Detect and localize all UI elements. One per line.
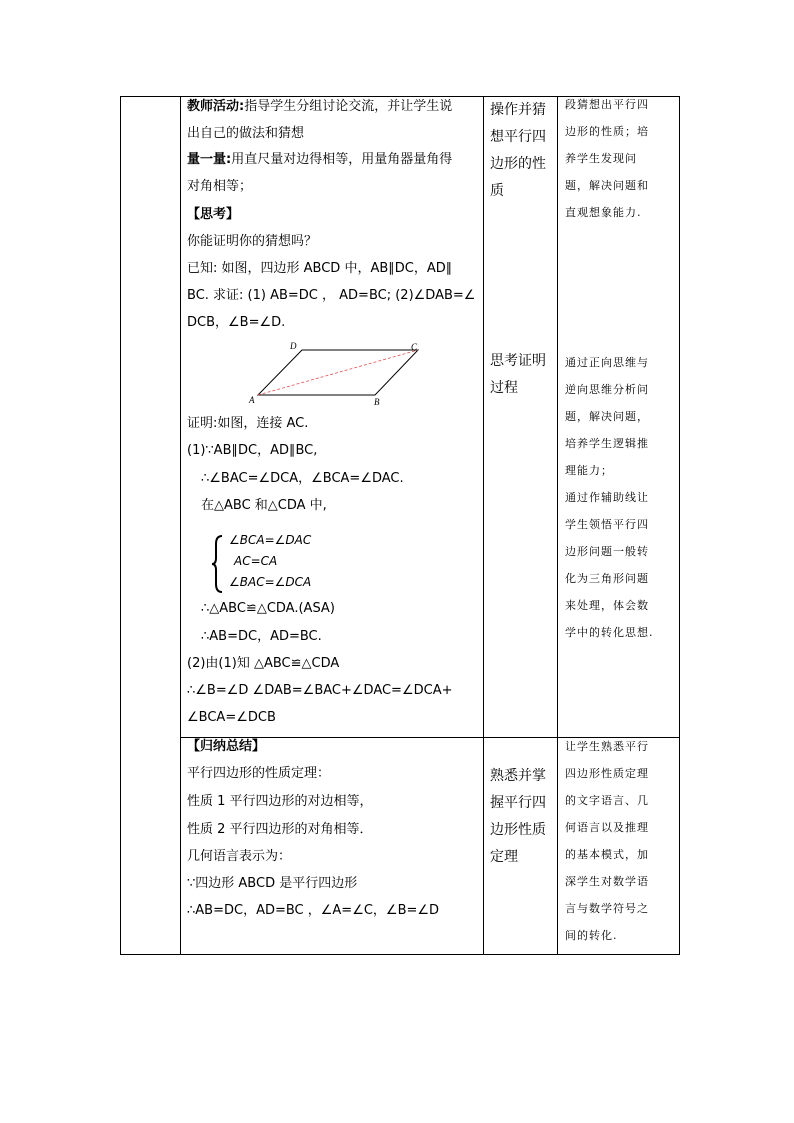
teacher-activity-label: 教师活动: (187, 99, 245, 114)
summary-line: 几何语言表示为： (187, 849, 292, 864)
activity-line: 思考证明 (490, 353, 546, 369)
intent-line: 直观想象能力. (565, 206, 642, 219)
vertex-label-b: B (374, 397, 380, 407)
intent-line: 何语言以及推理 (565, 821, 649, 834)
intent-line: 四边形性质定理 (565, 767, 649, 780)
activity-line: 熟悉并掌 (490, 768, 546, 784)
proof-line: (1)∵AB∥DC，AD∥BC, (187, 443, 318, 458)
teacher-activity-line: 教师活动:指导学生分组讨论交流，并让学生说 (187, 99, 453, 114)
measure-line: 量一量:用直尺量对边得相等，用量角器量角得 (187, 152, 453, 167)
intent-line: 通过正向思维与 (565, 356, 649, 369)
summary-line: ∵四边形 ABCD 是平行四边形 (187, 876, 358, 891)
intent-line: 题，解决问题， (565, 410, 649, 423)
intent-line: 言与数学符号之 (565, 902, 649, 915)
vertex-label-c: C (411, 342, 418, 352)
congruence-condition: ∠BAC=∠DCA (229, 575, 312, 589)
content-line: 你能证明你的猜想吗？ (187, 234, 318, 249)
intent-line: 题，解决问题和 (565, 179, 649, 192)
intent-line: 来处理，体会数 (565, 599, 649, 612)
parallelogram-figure (245, 340, 430, 408)
column-divider-1 (180, 96, 181, 955)
activity-line: 想平行四 (490, 129, 546, 145)
vertex-label-a: A (249, 395, 255, 405)
summary-line: 性质 1 平行四边形的对边相等， (187, 794, 373, 809)
intent-line: 学生领悟平行四 (565, 518, 649, 531)
intent-line: 的文字语言、几 (565, 794, 649, 807)
vertex-label-d: D (290, 341, 297, 351)
brace-icon (210, 534, 224, 594)
activity-line: 过程 (490, 380, 518, 396)
activity-line: 操作并猜 (490, 102, 546, 118)
congruence-condition: AC=CA (234, 554, 278, 568)
think-heading: 【思考】 (187, 207, 240, 222)
proof-line: ∴∠B=∠D ∠DAB=∠BAC+∠DAC=∠DCA+ (187, 683, 453, 698)
activity-line: 握平行四 (490, 795, 546, 811)
table-right-border (679, 96, 680, 955)
proof-line: (2)由(1)知 △ABC≌△CDA (187, 656, 340, 671)
proof-line: 证明:如图，连接 AC. (187, 416, 309, 431)
proof-line: ∠BCA=∠DCB (187, 710, 276, 725)
diagonal-ac (258, 350, 418, 395)
intent-line: 间的转化. (565, 929, 618, 942)
activity-line: 边形的性 (490, 156, 546, 172)
activity-line: 质 (490, 183, 504, 199)
table-left-border (120, 96, 121, 955)
table-bottom-border (120, 954, 680, 955)
activity-line: 定理 (490, 849, 518, 865)
content-line: 对角相等； (187, 179, 253, 194)
intent-line: 化为三角形问题 (565, 572, 649, 585)
proof-line: 在△ABC 和△CDA 中, (201, 498, 327, 513)
summary-line: 平行四边形的性质定理： (187, 766, 331, 781)
intent-line: 让学生熟悉平行 (565, 740, 649, 753)
intent-line: 边形的性质；培 (565, 125, 649, 138)
intent-line: 逆向思维分析问 (565, 383, 649, 396)
activity-line: 边形性质 (490, 822, 546, 838)
prove-line: DCB，∠B=∠D. (187, 315, 286, 330)
intent-line: 段猜想出平行四 (565, 98, 649, 111)
column-divider-3 (557, 96, 558, 955)
given-line: 已知: 如图，四边形 ABCD 中，AB∥DC，AD∥ (187, 261, 453, 276)
summary-heading: 【归纳总结】 (187, 739, 266, 754)
intent-line: 养学生发现问 (565, 152, 637, 165)
prove-line: BC. 求证: (1) AB=DC ， AD=BC; (2)∠DAB=∠ (187, 288, 476, 303)
intent-line: 深学生对数学语 (565, 875, 649, 888)
intent-line: 的基本模式，加 (565, 848, 649, 861)
summary-line: 性质 2 平行四边形的对角相等． (187, 822, 373, 837)
intent-line: 边形问题一般转 (565, 545, 649, 558)
column-divider-2 (483, 96, 484, 955)
proof-line: ∴AB=DC，AD=BC. (201, 629, 322, 644)
proof-line: ∴△ABC≌△CDA.(ASA) (201, 601, 335, 616)
summary-line: ∴AB=DC，AD=BC ，∠A=∠C，∠B=∠D (187, 903, 440, 918)
intent-line: 培养学生逻辑推 (565, 437, 649, 450)
proof-line: ∴∠BAC=∠DCA，∠BCA=∠DAC. (201, 471, 404, 486)
measure-label: 量一量: (187, 152, 232, 167)
intent-line: 通过作辅助线让 (565, 491, 649, 504)
intent-line: 理能力； (565, 464, 613, 477)
content-line: 出自己的做法和猜想 (187, 126, 305, 141)
intent-line: 学中的转化思想. (565, 626, 654, 639)
congruence-condition: ∠BCA=∠DAC (229, 533, 312, 547)
